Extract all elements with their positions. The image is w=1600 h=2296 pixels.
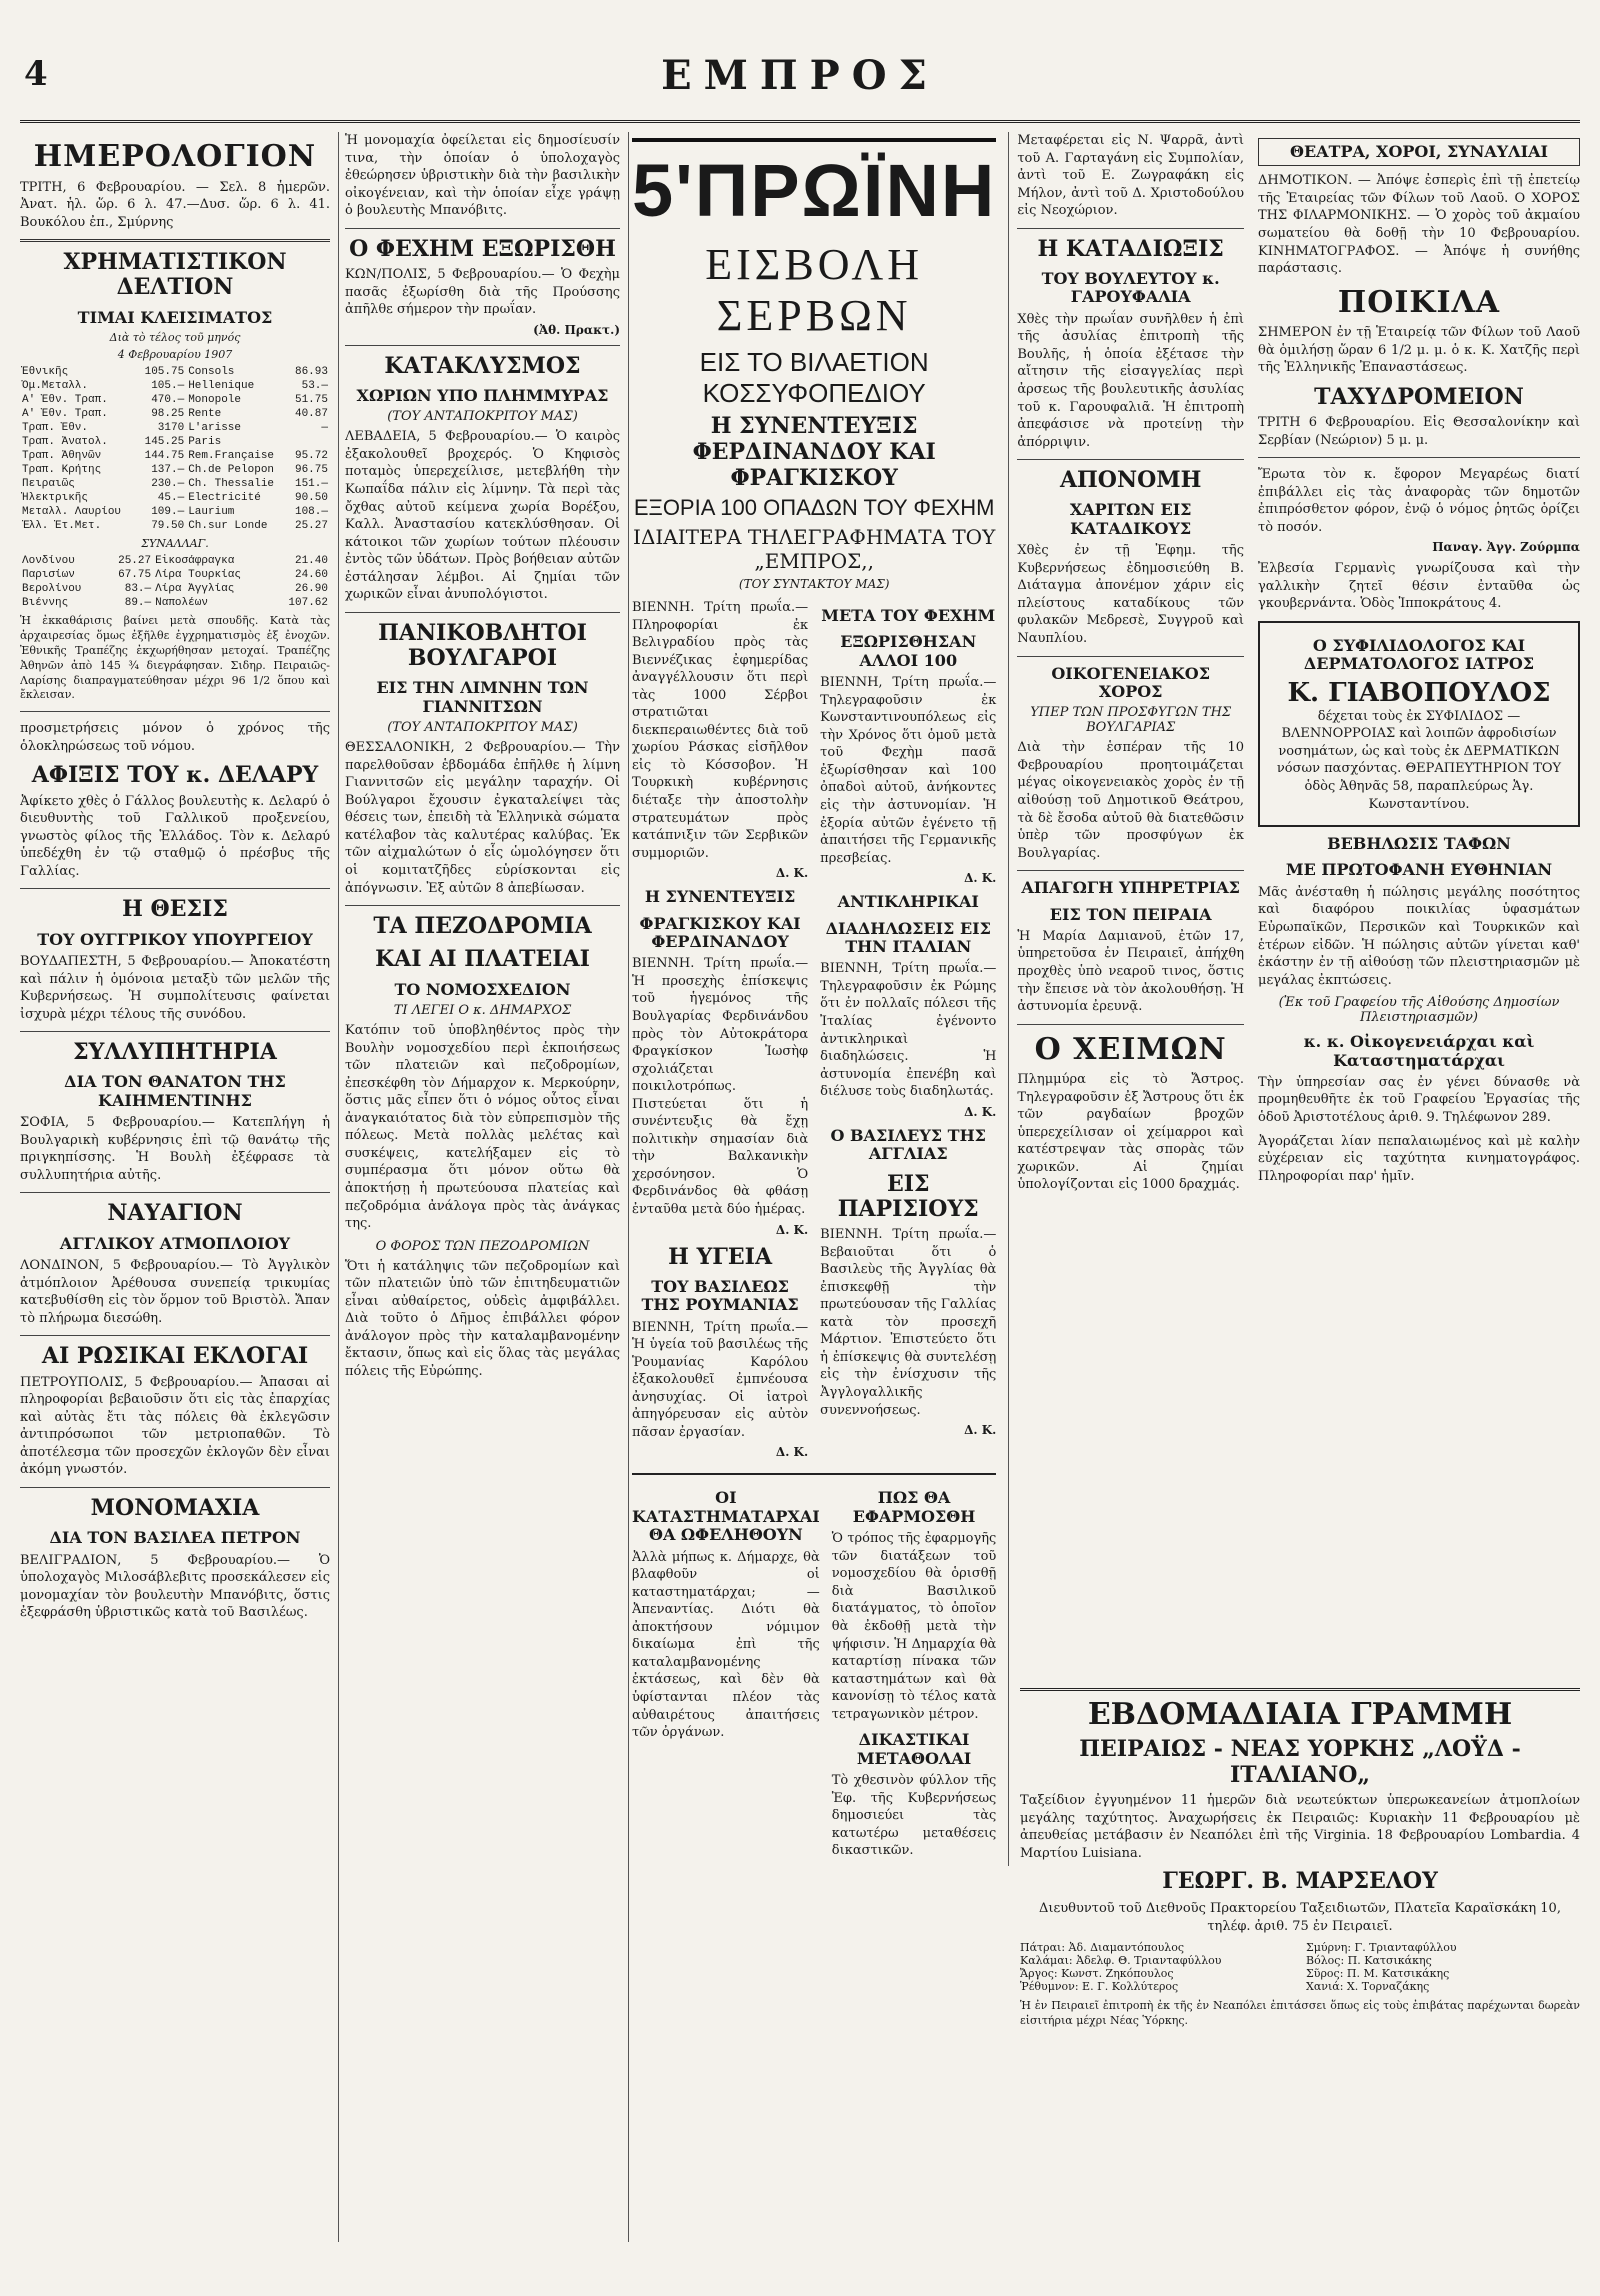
- banner-telegrams: ΙΔΙΑΙΤΕΡΑ ΤΗΛΕΓΡΑΦΗΜΑΤΑ ΤΟΥ „ΕΜΠΡΟΣ,,: [633, 525, 996, 573]
- agent-item: Σῦρος: Π. Μ. Κατσικάκης: [1306, 1967, 1450, 1981]
- stock-row-cell: Α' Ἐθν. Τραπ.: [22, 394, 108, 407]
- article-shipwreck: ΛΟΝΔΙΝΟΝ, 5 Φεβρουαρίου.— Τὸ Ἀγγλικὸν ἀτμόπλοιον Ἀρέθουσα συνεπείᾳ τρικυμίας κατεβυθίσθη εἰς τὸν ὅρμον τοῦ Βριστὸλ. Ἄπαν τὸ πλήρωμα διεσώθη.: [20, 1258, 330, 1326]
- stock-row-cell: Rem.Française: [188, 450, 275, 463]
- headline-post: ΤΑΧΥΔΡΟΜΕΙΟΝ: [1314, 383, 1524, 410]
- stock-row: [20, 449, 330, 463]
- headline-delary: ΑΦΙΞΙΣ ΤΟΥ κ. ΔΕΛΑΡΥ: [31, 762, 319, 789]
- stock-row-cell: 105.—: [151, 380, 185, 393]
- article-post: ΤΡΙΤΗ 6 Φεβρουαρίου. Εἰς Θεσσαλονίκην καὶ Σερβίαν (Νεώριον) 5 μ. μ.: [1258, 415, 1580, 448]
- headline-thesis: Η ΘΕΣΙΣ: [122, 896, 228, 923]
- signature: Δ. Κ.: [964, 1104, 997, 1119]
- shipping-text: Ταξείδιον ἐγγυημένον 11 ἡμερῶν διὰ νεωτεύκτων ὑπερωκεανείων ἀτμοπλοίων μεγάλης ταχύτητος. Ἀναχωρήσεις ἐκ Πειραιῶς: Κυριακὴν 11 Φεβρουαρίου μὲ ἀπευθείας μετάβασιν ἐν Νεαπόλει ἐπὶ τῆς Virginia. 18 Φεβρουαρίου Lombardia. 4 Μαρτίου Luisiana.: [1020, 1793, 1580, 1861]
- stock-row: [20, 393, 330, 407]
- divider: [1017, 1024, 1244, 1025]
- headline-shopkeepers: ΟΙ ΚΑΤΑΣΤΗΜΑΤΑΡΧΑΙ ΘΑ ΩΦΕΛΗΘΟΥΝ: [632, 1488, 820, 1545]
- exchange-row-cell: 24.60: [294, 569, 328, 582]
- shipping-agent: ΓΕΩΡΓ. Β. ΜΑΡΣΕΛΟΥ: [1162, 1868, 1438, 1895]
- banner-meeting: Η ΣΥΝΕΝΤΕΥΞΙΣ ΦΕΡΔΙΝΑΝΔΟΥ ΚΑΙ ΦΡΑΓΚΙΣΚΟΥ: [692, 413, 936, 491]
- ad-title: Ο ΣΥΦΙΛΙΔΟΛΟΓΟΣ ΚΑΙ ΔΕΡΜΑΤΟΛΟΓΟΣ ΙΑΤΡΟΣ: [1303, 636, 1535, 674]
- stock-title: ΧΡΗΜΑΤΙΣΤΙΚΟΝ ΔΕΛΤΙΟΝ: [63, 249, 287, 301]
- article-fehim-exile: ΒΙΕΝΝΗ, Τρίτη πρωΐα.— Τηλεγραφοῦσιν ἐκ Κωνσταντινουπόλεως εἰς τὴν Χρόνος ὅτι ὁμοῦ μετὰ τοῦ Φεχὴμ πασᾶ ἐξωρίσθησαν καὶ 100 ὀπαδοὶ αὐτοῦ, ἀνήκοντες εἰς τὴν ἀστυνομίαν. Ἡ ἐξορία αὐτῶν ἐγένετο τῇ ἀπαιτήσει τῆς Γερμανικῆς πρεσβείας.: [820, 675, 997, 866]
- exchange-table: [20, 554, 330, 610]
- byline: (ΤΟΥ ΑΝΤΑΠΟΚΡΙΤΟΥ ΜΑΣ): [387, 409, 578, 425]
- divider: [20, 1335, 330, 1336]
- headline-households: κ. κ. Οἰκογενειάρχαι καὶ Καταστηματάρχαι: [1303, 1032, 1535, 1070]
- exchange-row-cell: 25.27: [118, 555, 152, 568]
- article-condolences: ΣΟΦΙΑ, 5 Φεβρουαρίου.— Κατεπλήγη ἡ Βουλγαρικὴ κυβέρνησις ἐπὶ τῷ θανάτῳ τῆς πριγκηπίσσης. Ἡ Βουλὴ ἐξέφρασε τὰ συλλυπητήρια αὐτῆς.: [20, 1115, 330, 1183]
- article-bulgarians: ΘΕΣΣΑΛΟΝΙΚΗ, 2 Φεβρουαρίου.— Τὴν παρελθοῦσαν ἑβδομάδα ἐπῆλθε ἡ λίμνη Γιαννιτσῶν εἰς μεγάλην ταραχήν. Οἱ Βούλγαροι ἔχουσιν ἐγκαταλείψει τὰς θέσεις των, ἐπειδὴ τὰ Ἑλληνικὰ σώματα κατέλαβον τὰς καλυτέρας καλύβας. Ἐκ τῶν αἰχμαλώτων ὁ εἷς ὡμολόγησεν ὅτι οἱ κομιτατζῆδες εὑρίσκονται εἰς ἀπόγνωσιν. Ἐξ αὐτῶν 8 ἀπεβίωσαν.: [345, 740, 620, 896]
- stock-row-cell: 79.50: [151, 520, 185, 533]
- stock-row-cell: 144.75: [144, 450, 185, 463]
- stock-row-cell: Rente: [188, 408, 222, 421]
- exchange-row: [20, 554, 330, 568]
- subhead-bill: ΤΟ ΝΟΜΟΣΧΕΔΙΟΝ: [394, 979, 571, 999]
- divider: [20, 1031, 330, 1032]
- lead-columns: [632, 599, 996, 1465]
- article-ball: Διὰ τὴν ἑσπέραν τῆς 10 Φεβρουαρίου προητοιμάζεται μέγας οἰκογενειακὸς χορὸς ἐν τῇ αἰθούσῃ τοῦ Δημοτικοῦ Θεάτρου, τὰ δὲ ἔσοδα αὐτοῦ θὰ διατεθῶσιν ὑπὲρ τῶν προσφύγων ἐκ Βουλγαρίας.: [1017, 740, 1244, 861]
- stock-row-cell: Ch.de Pelopon: [188, 464, 275, 477]
- divider: [1258, 457, 1580, 458]
- divider: [1017, 228, 1244, 229]
- stock-row-cell: L'arisse: [188, 422, 242, 435]
- banner-exile: ΕΞΟΡΙΑ 100 ΟΠΑΔΩΝ ΤΟΥ ΦΕΧΗΜ: [633, 495, 995, 520]
- agent-item: Χανιά: Χ. Τορναζάκης: [1306, 1980, 1430, 1994]
- stock-row-cell: 108.—: [294, 506, 328, 519]
- article-duel: ΒΕΛΙΓΡΑΔΙΟΝ, 5 Φεβρουαρίου.— Ὁ ὑπολοχαγὸς Μιλοσάβλεβιτς προσεκάλεσεν εἰς μονομαχίαν τὸν βουλευτὴν Μπανόβιτς, ὅστις ἐξεφράσθη ὑβριστικῶς κατὰ τοῦ Βασιλέως.: [20, 1552, 330, 1621]
- stock-row-cell: Electricité: [188, 492, 261, 505]
- subhead-health: ΤΟΥ ΒΑΣΙΛΕΩΣ ΤΗΣ ΡΟΥΜΑΝΙΑΣ: [641, 1276, 799, 1315]
- exchange-row: [20, 582, 330, 596]
- subhead-fehim-exile: ΕΞΩΡΙΣΘΗΣΑΝ ΑΛΛΟΙ 100: [840, 632, 977, 670]
- stock-row-cell: Consols: [188, 366, 235, 379]
- article-health: ΒΙΕΝΝΗ, Τρίτη πρωΐα.— Ἡ ὑγεία τοῦ βασιλέως τῆς Ῥουμανίας Καρόλου ἐξακολουθεῖ ἐμπνέουσα ἀνησυχίας. Οἱ ἰατροὶ ἀπηγόρευσαν εἰς αὐτὸν πᾶσαν ἐργασίαν.: [632, 1319, 809, 1440]
- masthead: ΕΜΠΡΟΣ: [661, 52, 939, 99]
- divider: [345, 228, 620, 229]
- exchange-row-cell: 26.90: [294, 583, 328, 596]
- subhead-duel: ΔΙΑ ΤΟΝ ΒΑΣΙΛΕΑ ΠΕΤΡΟΝ: [49, 1528, 301, 1548]
- article-russian-elections: ΠΕΤΡΟΥΠΟΛΙΣ, 5 Φεβρουαρίου.— Ἀπασαι αἱ πληροφορίαι βεβαιοῦσιν ὅτι εἰς τὰς ἐπαρχίας καὶ αὐτὰς ἔτι τὰς πόλεις θὰ ἐκλεγῶσιν ἀντιπρόσωποι τῶν μετριοπαθῶν. Τὸ ἀποτέλεσμα τῶν προσεχῶν ἐκλογῶν δὲν εἶναι ἀκόμη γνωστόν.: [20, 1374, 330, 1478]
- shipping-ad: [1020, 1680, 1580, 2240]
- headline-anticlerical: ΑΝΤΙΚΛΗΡΙΚΑΙ: [837, 892, 979, 912]
- headline-prosecution: Η ΚΑΤΑΔΙΩΞΙΣ: [1037, 235, 1224, 262]
- stock-row-cell: [288, 435, 330, 449]
- divider: [345, 905, 620, 906]
- article-duel-cont: Ἡ μονομαχία ὀφείλεται εἰς δημοσίευσίν τινα, τὴν ὁποίαν ὁ ὑπολοχαγὸς ἐθεώρησεν ὑβριστικὴν διὰ τὴν βασιλικὴν οἰκογένειαν, καὶ τὴν ὁποίαν εἶχε γράψῃ ὁ βουλευτὴς Μπανόβιτς.: [345, 133, 620, 219]
- headline-judicial: ΔΙΚΑΣΤΙΚΑΙ ΜΕΤΑΘΟΛΑΙ: [856, 1730, 972, 1768]
- subhead-sidewalk-tax: Ο ΦΟΡΟΣ ΤΩΝ ΠΕΖΟΔΡΟΜΙΩΝ: [375, 1238, 590, 1254]
- agent-item: Σμύρνη: Γ. Τριανταφύλλου: [1306, 1941, 1457, 1955]
- stock-row-cell: 40.87: [294, 408, 328, 421]
- column-4: [1008, 132, 1244, 1866]
- subhead-abduction: ΕΙΣ ΤΟΝ ΠΕΙΡΑΙΑ: [1049, 904, 1212, 924]
- divider: [1017, 656, 1244, 657]
- stock-row-cell: 3170: [157, 422, 185, 435]
- exchange-row-cell: 107.62: [288, 597, 328, 610]
- exchange-row-cell: 89.—: [124, 597, 152, 610]
- divider: [345, 345, 620, 346]
- stock-row-cell: 105.75: [144, 366, 185, 379]
- lower-center: [632, 1473, 996, 1865]
- shipping-foot: Ἡ ἐν Πειραιεῖ ἐπιτροπὴ ἐκ τῆς ἐν Νεαπόλει ἐπιτάσσει ὅπως εἰς τοὺς ἐπιβάτας παρέχωνται δωρεὰν εἰσιτήρια μέχρι Νέας Ὑόρκης.: [1020, 1999, 1580, 2028]
- subhead-meeting: ΦΡΑΓΚΙΣΚΟΥ ΚΑΙ ΦΕΡΔΙΝΑΝΔΟΥ: [639, 913, 801, 951]
- subhead-ball: ΥΠΕΡ ΤΩΝ ΠΡΟΣΦΥΓΩΝ ΤΗΣ ΒΟΥΛΓΑΡΙΑΣ: [1030, 705, 1232, 736]
- stock-row-cell: 145.25: [144, 436, 185, 449]
- subhead-auction: ΜΕ ΠΡΩΤΟΦΑΝΗ ΕΥΘΗΝΙΑΝ: [1285, 860, 1553, 880]
- market-note-2: προσμετρήσεις μόνον ὁ χρόνος τῆς ὁλοκληρώσεως τοῦ νόμου.: [20, 721, 330, 754]
- calendar-title: ΗΜΕΡΟΛΟΓΙΟΝ: [33, 139, 317, 174]
- article-abduction: Ἡ Μαρία Δαμιανοῦ, ἐτῶν 17, ὑπηρετοῦσα ἐν Πειραιεῖ, ἀπήχθη προχθὲς ὑπὸ νεαροῦ τινος, ὅστις τὴν ἔπεισε νὰ τὸν ἀκολουθήσῃ. Ἡ ἀστυνομία ἐρευνᾷ.: [1017, 928, 1244, 1015]
- article-households: Τὴν ὑπηρεσίαν σας ἐν γένει δύνασθε νὰ προμηθευθῆτε ἐκ τοῦ Γραφείου Ἐργασίας τῆς ὁδοῦ Ἀριστοτέλους ἀριθ. 9. Τηλέφωνον 289.: [1258, 1074, 1580, 1126]
- signature: Δ. Κ.: [775, 1222, 809, 1237]
- subhead-sidewalks: ΚΑΙ ΑΙ ΠΛΑΤΕΙΑΙ: [375, 946, 590, 973]
- article-flood: ΛΕΒΑΔΕΙΑ, 5 Φεβρουαρίου.— Ὁ καιρὸς ἐξακολουθεῖ βροχερός. Ὁ Κηφισὸς ποταμὸς ὑπερεχείλισε, μετεβλήθη τὴν Κωπαΐδα πάλιν εἰς λίμνην. Τὰ περὶ τὰς ὄχθας αὐτοῦ κείμενα χωρία Βορέξου, Καλλ. Ἀναστασίου κατεκλύσθησαν. Οἱ κάτοικοι τῶν χωρίων τούτων πλέουσιν ἐντὸς τῶν ὑδάτων. Πρὸς βοήθειαν αὐτῶν ἐστάλησαν λέμβοι. Αἱ ζημίαι τῶν χωρικῶν εἶναι ἀνυπολόγιστοι.: [345, 429, 620, 603]
- stock-row: [20, 435, 330, 449]
- article-pardons: Χθὲς ἐν τῇ Ἐφημ. τῆς Κυβερνήσεως ἐδημοσιεύθη Β. Διάταγμα ἀπονέμον χάριν εἰς πλείστους καταδίκους τῶν φυλακῶν Μεδρεσὲ, Συγγροῦ καὶ Ναυπλίου.: [1017, 543, 1244, 646]
- headline-flood: ΚΑΤΑΚΛΥΣΜΟΣ: [384, 352, 581, 379]
- headline-duel: ΜΟΝΟΜΑΧΙΑ: [90, 1494, 260, 1521]
- agent-item: Πάτραι: Ἀδ. Διαμαντόπουλος: [1020, 1941, 1185, 1955]
- article-judicial: Τὸ χθεσινὸν φύλλον τῆς Ἐφ. τῆς Κυβερνήσεως δημοσιεύει τὰς κατωτέρω μεταθέσεις δικαστικῶν.: [831, 1773, 997, 1859]
- subhead-shipwreck: ΑΓΓΛΙΚΟΥ ΑΤΜΟΠΛΟΙΟΥ: [59, 1233, 291, 1253]
- exchange-row-cell: Παρισίων: [22, 569, 75, 582]
- exchange-row-cell: 67.75: [118, 569, 152, 582]
- article-letter: Ἔρωτα τὸν κ. ἔφορον Μεγαρέως διατί ἐπιβάλλει εἰς τὰς ἀναφορὰς τῶν δημοτῶν ἐπιπρόσθετον φόρον, ἐνῷ ὁ νόμος ῥητῶς ὁρίζει τὸ ποσόν.: [1258, 467, 1580, 535]
- headline-condolences: ΣΥΛΛΥΠΗΤΗΡΙΑ: [73, 1039, 277, 1066]
- stock-row-cell: Πειραιῶς: [22, 478, 75, 491]
- stock-row-cell: 51.75: [294, 394, 328, 407]
- stock-row-cell: 151.—: [294, 478, 328, 491]
- stock-row-cell: Ὁμ.Μεταλλ.: [22, 380, 89, 393]
- stock-row-cell: 95.72: [294, 450, 328, 463]
- exchange-title: ΣΥΝΑΛΛΑΓ.: [141, 537, 209, 551]
- page-header: [20, 20, 1580, 123]
- headline-king-england: Ο ΒΑΣΙΛΕΥΣ ΤΗΣ ΑΓΓΛΙΑΣ: [830, 1125, 986, 1164]
- subhead-anticlerical: ΔΙΑΔΗΛΩΣΕΙΣ ΕΙΣ ΤΗΝ ΙΤΑΛΙΑΝ: [825, 918, 991, 956]
- stock-row-cell: Ch.sur Londe: [188, 520, 268, 533]
- stock-row: [20, 463, 330, 477]
- headline-health: Η ΥΓΕΙΑ: [668, 1243, 773, 1270]
- stock-row-cell: Μεταλλ. Λαυρίου: [22, 506, 122, 519]
- stock-row-cell: Monopole: [188, 394, 242, 407]
- agent-item: Καλάμαι: Ἀδελφ. Θ. Τριανταφύλλου: [1020, 1954, 1222, 1968]
- stock-row-cell: 137.—: [151, 464, 185, 477]
- headline-pardons: ΑΠΟΝΟΜΗ: [1059, 467, 1202, 494]
- divider: [20, 888, 330, 889]
- calendar-text: ΤΡΙΤΗ, 6 Φεβρουαρίου. — Σελ. 8 ἡμερῶν. Ἀνατ. ἡλ. ὥρ. 6 λ. 47.—Δυσ. ὥρ. 6 λ. 41. Βουκόλου ἐπ., Σμύρνης: [20, 179, 330, 230]
- shipping-office: Διευθυντοῦ τοῦ Διεθνοῦς Πρακτορείου Ταξειδιωτῶν, Πλατεῖα Καραϊσκάκη 10, τηλέφ. ἀριθ. 75 ἐν Πειραιεῖ.: [1039, 1901, 1561, 1934]
- stock-row-cell: 470.—: [151, 394, 185, 407]
- headline-various: ΠΟΙΚΙΛΑ: [1337, 284, 1501, 320]
- signature: Παναγ. Ἀγγ. Ζούρμπα: [1432, 540, 1580, 555]
- stock-row-cell: —: [321, 422, 328, 435]
- page-number: 4: [24, 54, 48, 94]
- article-shopkeepers: Ἀλλὰ μήπως κ. Δήμαρχε, θὰ βλαφθοῦν οἱ καταστηματάρχαι; — Ἀπεναντίας. Διότι θὰ ἀποκτήσουν νόμιμον δικαίωμα ἐπὶ τῆς καταλαμβανομένης ἐκτάσεως, καὶ δὲν θὰ ὑφίστανται πλέον τὰς αὐθαιρέτους ἀπαιτήσεις τῶν ὀργάνων.: [632, 1549, 820, 1741]
- banner-headline: ΕΙΣΒΟΛΗ ΣΕΡΒΩΝ: [705, 240, 924, 340]
- stock-row-cell: 96.75: [294, 464, 328, 477]
- stock-row-cell: 98.25: [151, 408, 185, 421]
- headline-ball: ΟΙΚΟΓΕΝΕΙΑΚΟΣ ΧΟΡΟΣ: [1051, 663, 1211, 701]
- exchange-row: [20, 568, 330, 582]
- stock-row-cell: 45.—: [157, 492, 185, 505]
- stock-date: 4 Φεβρουαρίου 1907: [117, 348, 233, 362]
- divider: [1017, 459, 1244, 460]
- exchange-row-cell: 21.40: [294, 555, 328, 568]
- shipping-route: ΠΕΙΡΑΙΩΣ - ΝΕΑΣ ΥΟΡΚΗΣ „ΛΟΫΔ - ΙΤΑΛΙΑΝΟ„: [1079, 1736, 1521, 1788]
- stock-subtitle-2: Διὰ τὸ τέλος τοῦ μηνός: [109, 331, 241, 345]
- exchange-row-cell: Λίρα Τουρκίας: [155, 569, 241, 582]
- article-auction: Μᾶς ἀνέσταθη ἡ πώλησις μεγάλης ποσότητος καὶ διαφόρου ποικιλίας ὑφασμάτων Εὐρωπαϊκῶν, Περσικῶν καὶ Τουρκικῶν καὶ ἑτέρων εἰδῶν. Ἡ πώλησις αὐτῶν γίνεται καθ' ἑκάστην ἐν τῇ αἰθούσῃ τῶν πλειστηριασμῶν μὲ μεγάλας ἐκπτώσεις.: [1258, 884, 1580, 988]
- market-note: Ἡ ἐκκαθάρισις βαίνει μετὰ σπουδῆς. Κατὰ τὰς ἀρχαιρεσίας ὅμως ἐξῆλθε ἐγχρηματισμὸς ἐξ ἐνοχῶν. Ἐθνικῆς Τραπέζης ἐκχωρήθησαν μετοχαί. Τραπέζης Ἀθηνῶν ἀπὸ 145 ¾ διεγράφησαν. Σιδηρ. Πειραιῶς-Λαρίσης διαπραγματεύθησαν μέχρι 96 1/2 ὅπου καὶ ἔκλεισαν.: [20, 614, 330, 702]
- stock-row-cell: Τραπ. Ἀθηνῶν: [22, 450, 102, 463]
- divider: [20, 1192, 330, 1193]
- stock-row: [20, 477, 330, 491]
- agent-item: Ῥέθυμνον: Ε. Γ. Κολλύτερος: [1020, 1980, 1179, 1994]
- article-fehim: ΚΩΝ/ΠΟΛΙΣ, 5 Φεβρουαρίου.— Ὁ Φεχὴμ πασᾶς ἐξωρίσθη διὰ τῆς Προύσσης ἀπῆλθε σήμερον τὴν πρωΐαν.: [345, 267, 620, 318]
- article-king-england: ΒΙΕΝΝΗ. Τρίτη πρωΐα.— Βεβαιοῦται ὅτι ὁ Βασιλεὺς τῆς Ἀγγλίας θὰ ἐπισκεφθῇ τὴν πρωτεύουσαν τῆς Γαλλίας κατὰ τὸν προσεχῆ Μάρτιον. Ἐπιστεύετο ὅτι ἡ ἐπίσκεψις θὰ συντελέσῃ εἰς τὴν ἐνίσχυσιν τῆς Ἀγγλογαλλικῆς συνεννοήσεως.: [820, 1227, 997, 1418]
- exchange-row-cell: Λονδίνου: [22, 555, 75, 568]
- stock-row-cell: 53.—: [301, 380, 328, 393]
- headline-application: ΠΩΣ ΘΑ ΕΦΑΡΜΟΣΘΗ: [852, 1488, 976, 1526]
- subhead-flood: ΧΩΡΙΩΝ ΥΠΟ ΠΛΗΜΜΥΡΑΣ: [356, 385, 609, 405]
- stock-row-cell: Ἠλεκτρικῆς: [22, 492, 89, 505]
- stock-row-cell: 109.—: [151, 506, 185, 519]
- stock-row-cell: Α' Ἐθν. Τραπ.: [22, 408, 108, 421]
- stock-row: [20, 491, 330, 505]
- stock-subtitle: ΤΙΜΑΙ ΚΛΕΙΣΙΜΑΤΟΣ: [77, 307, 273, 327]
- exchange-row-cell: 83.—: [124, 583, 152, 596]
- signature: Δ. Κ.: [964, 871, 997, 886]
- divider: [20, 711, 330, 712]
- article-anticlerical: ΒΙΕΝΝΗ, Τρίτη πρωΐα.— Τηλεγραφοῦσιν ἐκ Ρώμης ὅτι ἐν πολλαῖς πόλεσι τῆς Ἰταλίας ἐγένοντο ἀντικληρικαὶ διαδηλώσεις. Ἡ ἀστυνομία ἐπενέβη καὶ διέλυσε τοὺς διαδηλωτάς.: [820, 961, 997, 1100]
- shipping-title: ΕΒΔΟΜΑΔΙΑΙΑ ΓΡΑΜΜΗ: [1087, 1697, 1513, 1732]
- signature: Δ. Κ.: [775, 866, 809, 881]
- exchange-row-cell: Εἰκοσάφραγκα: [155, 555, 235, 568]
- article-various: ΣΗΜΕΡΟΝ ἐν τῇ Ἑταιρείᾳ τῶν Φίλων τοῦ Λαοῦ θὰ ὁμιλήσῃ ὥραν 6 1/2 μ. μ. ὁ κ. Κ. Χατζῆς περὶ τῆς Ἑλληνικῆς Ἐπαναστάσεως.: [1258, 325, 1580, 376]
- exchange-row-cell: Βερολίνου: [22, 583, 82, 596]
- subhead-condolences: ΔΙΑ ΤΟΝ ΘΑΝΑΤΟΝ ΤΗΣ ΚΑΙΗΜΕΝΤΙΝΗΣ: [64, 1072, 286, 1110]
- article-serbian-invasion: ΒΙΕΝΝΗ. Τρίτη πρωΐα.— Πληροφορίαι ἐκ Βελιγραδίου πρὸς τὰς Βιεννέζικας ἐφημερίδας ἀναγγέλλουσιν ὅτι περὶ τὰς 1000 Σέρβοι στρατιῶται διεκπεραιωθέντες διὰ τοῦ χωρίου Ράσκας εἰσῆλθον εἰς τὸ Κόσσοβον. Ἡ Τουρκικὴ κυβέρνησις διέταξε τὴν ἀποστολὴν στρατευμάτων πρὸς κατάπνιξιν τῶν Σερβικῶν συμμοριῶν.: [632, 600, 809, 861]
- exchange-row-cell: Λίρα Ἀγγλίας: [155, 583, 235, 596]
- article-thesis: ΒΟΥΔΑΠΕΣΤΗ, 5 Φεβρουαρίου.— Ἀποκατέστη καὶ πάλιν ἡ ὁμόνοια μεταξὺ τῶν μελῶν τῆς Κυβερνήσεως. Ἡ συμπολίτευσις φαίνεται ἰσχυρὰ μέχρι τέλους τῆς συνόδου.: [20, 954, 330, 1022]
- article-application: Ὁ τρόπος τῆς ἐφαρμογῆς τῶν διατάξεων τοῦ νομοσχεδίου θὰ ὁρισθῇ διὰ Βασιλικοῦ διατάγματος, τὸ ὁποῖον θὰ ἐκδοθῇ μετὰ τὴν ψήφισιν. Ἡ Δημαρχία θὰ καταρτίσῃ πίνακα τῶν καταστημάτων καὶ θὰ κανονίσῃ τὸ τέλος κατὰ τετραγωνικὸν μέτρον.: [831, 1531, 997, 1722]
- stock-row: [20, 407, 330, 421]
- classified-cinema: Ἀγοράζεται λίαν πεπαλαιωμένος καὶ μὲ καλὴν εὐχέρειαν εἰς ταχύτητα κινηματογράφος. Πληροφορίαι παρ' ἡμῖν.: [1258, 1133, 1580, 1184]
- headline-theaters: ΘΕΑΤΡΑ, ΧΟΡΟΙ, ΣΥΝΑΥΛΙΑΙ: [1258, 138, 1580, 166]
- stock-row: [20, 365, 330, 379]
- article-prosecution: Χθὲς τὴν πρωΐαν συνῆλθεν ἡ ἐπὶ τῆς ἀσυλίας ἐπιτροπὴ τῆς Βουλῆς, ἡ ὁποία ἐξέτασε τὴν αἴτησιν τῆς εἰσαγγελίας περὶ ἀρσεως τῆς βουλευτικῆς ἀσυλίας τοῦ κ. Γαρουφαλιᾶ. Ἡ ἐπιτροπὴ ἀπεφάσισε νὰ προτείνῃ τὴν ἀπόρριψιν.: [1017, 311, 1244, 450]
- headline-shipwreck: ΝΑΥΑΓΙΟΝ: [107, 1200, 243, 1227]
- divider: [345, 612, 620, 613]
- signature: Δ. Κ.: [964, 1423, 997, 1438]
- stock-row-cell: Ἑλλ. Ἐτ.Μετ.: [22, 520, 102, 533]
- divider: [20, 1487, 330, 1488]
- subhead-king-england: ΕΙΣ ΠΑΡΙΣΙΟΥΣ: [837, 1170, 979, 1222]
- byline: (ΤΟΥ ΑΝΤΑΠΟΚΡΙΤΟΥ ΜΑΣ): [387, 720, 578, 736]
- subhead-pardons: ΧΑΡΙΤΩΝ ΕΙΣ ΚΑΤΑΔΙΚΟΥΣ: [1069, 500, 1192, 538]
- auction-source: (Ἐκ τοῦ Γραφείου τῆς Αἰθούσης Δημοσίων Πλειστηριασμῶν): [1278, 995, 1560, 1026]
- stock-row-cell: Τραπ. Ἐθν.: [22, 422, 89, 435]
- exchange-row-cell: Ναπολέων: [155, 597, 208, 610]
- stock-row-cell: Hellenique: [188, 380, 255, 393]
- byline: (ΤΟΥ ΣΥΝΤΑΚΤΟΥ ΜΑΣ): [738, 577, 890, 591]
- headline-fehim-exile: ΜΕΤΑ ΤΟΥ ΦΕΧΗΜ: [821, 606, 996, 625]
- article-sidewalks: Κατόπιν τοῦ ὑποβληθέντος πρὸς τὴν Βουλὴν νομοσχεδίου περὶ ἐκποιήσεως τῶν πλατειῶν καὶ πεζοδρομίων, ἐπεσκέφθη τὸν Δήμαρχον κ. Μερκούρην, ὅστις μᾶς εἶπεν ὅτι ὁ νόμος οὗτος εἶναι ἀναγκαιότατος διὰ τὸν εὐπρεπισμὸν τῆς πόλεως. Μετὰ πολλὰς μελέτας καὶ συσκέψεις, κατελήξαμεν εἰς τὸ συμπέρασμα ὅτι μόνον οὕτω θὰ ἀποκτήσῃ ἡ πρωτεύουσα πλατείας καὶ πεζοδρόμια ἀνάλογα πρὸς τὰς ἀνάγκας της.: [345, 1023, 620, 1232]
- lead-story: [632, 132, 996, 1866]
- headline-meeting: Η ΣΥΝΕΝΤΕΥΞΙΣ: [644, 887, 796, 907]
- agents-list: [1020, 1941, 1580, 1993]
- agent-item: Βόλος: Π. Κατσικάκης: [1306, 1954, 1432, 1968]
- ad-text: δέχεται τοὺς ἐκ ΣΥΦΙΛΙΔΟΣ — ΒΛΕΝΝΟΡΡΟΙΑΣ καὶ λοιπῶν ἀφροδισίων νοσημάτων, ὡς καὶ τοὺς ἐκ ΔΕΡΜΑΤΙΚΩΝ νόσων πασχόντας. ΘΕΡΑΠΕΥΤΗΡΙΟΝ ΤΟΥ ὁδὸς Ἀθηνᾶς 58, παραπλεύρως Ἁγ. Κωνσταντίνου.: [1276, 708, 1562, 812]
- stock-row: [20, 519, 330, 533]
- doctor-ad: [1258, 621, 1580, 827]
- headline-sidewalks: ΤΑ ΠΕΖΟΔΡΟΜΙΑ: [373, 913, 592, 940]
- headline-auction: ΒΕΒΗΛΩΣΙΣ ΤΑΦΩΝ: [1327, 834, 1511, 854]
- stock-row: [20, 505, 330, 519]
- column-2: [345, 132, 629, 2242]
- headline-russian-elections: ΑΙ ΡΩΣΙΚΑΙ ΕΚΛΟΓΑΙ: [41, 1343, 309, 1370]
- stock-row-cell: 230.—: [151, 478, 185, 491]
- exchange-row-cell: Βιέννης: [22, 597, 69, 610]
- subhead-bulgarians: ΕΙΣ ΤΗΝ ΛΙΜΝΗΝ ΤΩΝ ΓΙΑΝΝΙΤΣΩΝ: [376, 678, 589, 716]
- subhead-mayor: ΤΙ ΛΕΓΕΙ Ο κ. ΔΗΜΑΡΧΟΣ: [393, 1003, 572, 1019]
- divider: [20, 239, 330, 242]
- newspaper-page: [20, 20, 1580, 2256]
- banner-edition: 5'ΠΡΩΪΝΗ: [632, 138, 996, 233]
- divider: [1017, 870, 1244, 871]
- headline-abduction: ΑΠΑΓΩΓΗ ΥΠΗΡΕΤΡΙΑΣ: [1021, 878, 1240, 898]
- subhead-thesis: ΤΟΥ ΟΥΓΓΡΙΚΟΥ ΥΠΟΥΡΓΕΙΟΥ: [37, 929, 313, 949]
- center-top: [632, 132, 1244, 1866]
- stock-row: [20, 421, 330, 435]
- headline-winter: Ο ΧΕΙΜΩΝ: [1034, 1031, 1227, 1067]
- stock-row-cell: Ch. Thessalie: [188, 478, 275, 491]
- signature: (Ἀθ. Πρακτ.): [533, 322, 620, 337]
- article-sidewalk-tax: Ὅτι ἡ κατάληψις τῶν πεζοδρομίων καὶ τῶν πλατειῶν ὑπὸ τῶν ἐπιτηδευματιῶν εἶναι αὐθαίρετος, οὐδεὶς ἀμφιβάλλει. Διὰ τοῦτο ὁ Δῆμος ἐπιβάλλει φόρον ἀνάλογον πρὸς τὴν καταλαμβανομένην ἔκτασιν, ὅπως καὶ εἰς ὅλας τὰς μεγάλας πόλεις τῆς Εὐρώπης.: [345, 1258, 620, 1379]
- agent-item: Ἄργος: Κωνστ. Ζηκόπουλος: [1020, 1967, 1174, 1981]
- stock-row-cell: Τραπ. Κρήτης: [22, 464, 102, 477]
- stock-row-cell: Τραπ. Ἀνατολ.: [22, 436, 108, 449]
- ad-name: Κ. ΓΙΑΒΟΠΟΥΛΟΣ: [1287, 677, 1551, 708]
- stock-row: [20, 379, 330, 393]
- classified-governess: Ἐλβεσία Γερμανὶς γνωρίζουσα καὶ τὴν γαλλικὴν ζητεῖ θέσιν ἐνταῦθα ὡς γκουβερνάντα. Ὁδὸς Ἱπποκράτους 4.: [1258, 561, 1580, 612]
- headline-bulgarians: ΠΑΝΙΚΟΒΛΗΤΟΙ ΒΟΥΛΓΑΡΟΙ: [378, 619, 587, 672]
- stock-row-cell: 86.93: [294, 366, 328, 379]
- article-transfers: Μεταφέρεται εἰς Ν. Ψαρρᾶ, ἀντὶ τοῦ Α. Γαρταγάνη εἰς Συμπολίαν, ἀντὶ τοῦ Ε. Ζωγραφάκη εἰς Μήλον, ἀντὶ τοῦ Δ. Χριστοδούλου εἰς Νεοχώριον.: [1017, 133, 1244, 219]
- stock-row-cell: 25.27: [294, 520, 328, 533]
- stock-row-cell: Ἐθνικῆς: [22, 366, 69, 379]
- stock-row-cell: Laurium: [188, 506, 235, 519]
- headline-fehim: Ο ΦΕΧΗΜ ΕΞΩΡΙΣΘΗ: [349, 235, 616, 262]
- stock-table: [20, 365, 330, 533]
- stock-row-cell: 90.50: [294, 492, 328, 505]
- subhead-prosecution: ΤΟΥ ΒΟΥΛΕΥΤΟΥ κ. ΓΑΡΟΥΦΑΛΙΑ: [1041, 269, 1220, 307]
- article-winter: Πλημμύρα εἰς τὸ Ἄστρος. Τηλεγραφοῦσιν ἐξ Ἄστρους ὅτι ἐκ τῶν ραγδαίων βροχῶν ὑπερεχείλισαν οἱ χείμαρροι καὶ κατέστρεψαν τὰς σπορὰς τῶν χωρικῶν. Αἱ ζημίαι ὑπολογίζονται εἰς 1000 δραχμάς.: [1017, 1072, 1244, 1193]
- exchange-row: [20, 596, 330, 610]
- article-theaters: ΔΗΜΟΤΙΚΟΝ. — Ἀπόψε ἐσπερὶς ἐπὶ τῇ ἐπετείῳ τῆς Ἑταιρείας τῶν Φίλων τοῦ Λαοῦ. Ο ΧΟΡΟΣ ΤΗΣ ΦΙΛΑΡΜΟΝΙΚΗΣ. — Ὁ χορὸς τοῦ ἀκμαίου σωματείου θὰ δοθῇ τὴν 10 Φεβρουαρίου. ΚΙΝΗΜΑΤΟΓΡΑΦΟΣ. — Ἀπόψε ἡ συνήθης παράστασις.: [1258, 173, 1580, 277]
- stock-row-cell: Paris: [188, 436, 222, 449]
- article-delary: Ἀφίκετο χθὲς ὁ Γάλλος βουλευτὴς κ. Δελαρύ ὁ διευθυντὴς τοῦ Γαλλικοῦ προξενείου, γνωστὸς φίλος τῆς Ἑλλάδος. Τὸν κ. Δελαρύ ὑπεδέχθη ἐν τῷ σταθμῷ ὁ πρέσβυς τῆς Γαλλίας.: [20, 793, 330, 879]
- article-meeting: ΒΙΕΝΝΗ. Τρίτη πρωΐα.— Ἡ προσεχὴς ἐπίσκεψις τοῦ ἡγεμόνος τῆς Βουλγαρίας Φερδινάνδου πρὸς τὸν Αὐτοκράτορα Φραγκίσκον Ἰωσὴφ σχολιάζεται ποικιλοτρόπως. Πιστεύεται ὅτι ἡ συνέντευξις θὰ ἔχῃ πολιτικὴν σημασίαν διὰ τὴν Βαλκανικὴν χερσόνησον. Ὁ Φερδινάνδος θὰ φθάσῃ ἐνταῦθα μετὰ δύο ἡμέρας.: [632, 956, 809, 1218]
- column-1: [20, 132, 339, 2242]
- signature: Δ. Κ.: [775, 1445, 809, 1460]
- banner-subhead: ΕΙΣ ΤΟ ΒΙΛΑΕΤΙΟΝ ΚΟΣΣΥΦΟΠΕΔΙΟΥ: [699, 347, 929, 408]
